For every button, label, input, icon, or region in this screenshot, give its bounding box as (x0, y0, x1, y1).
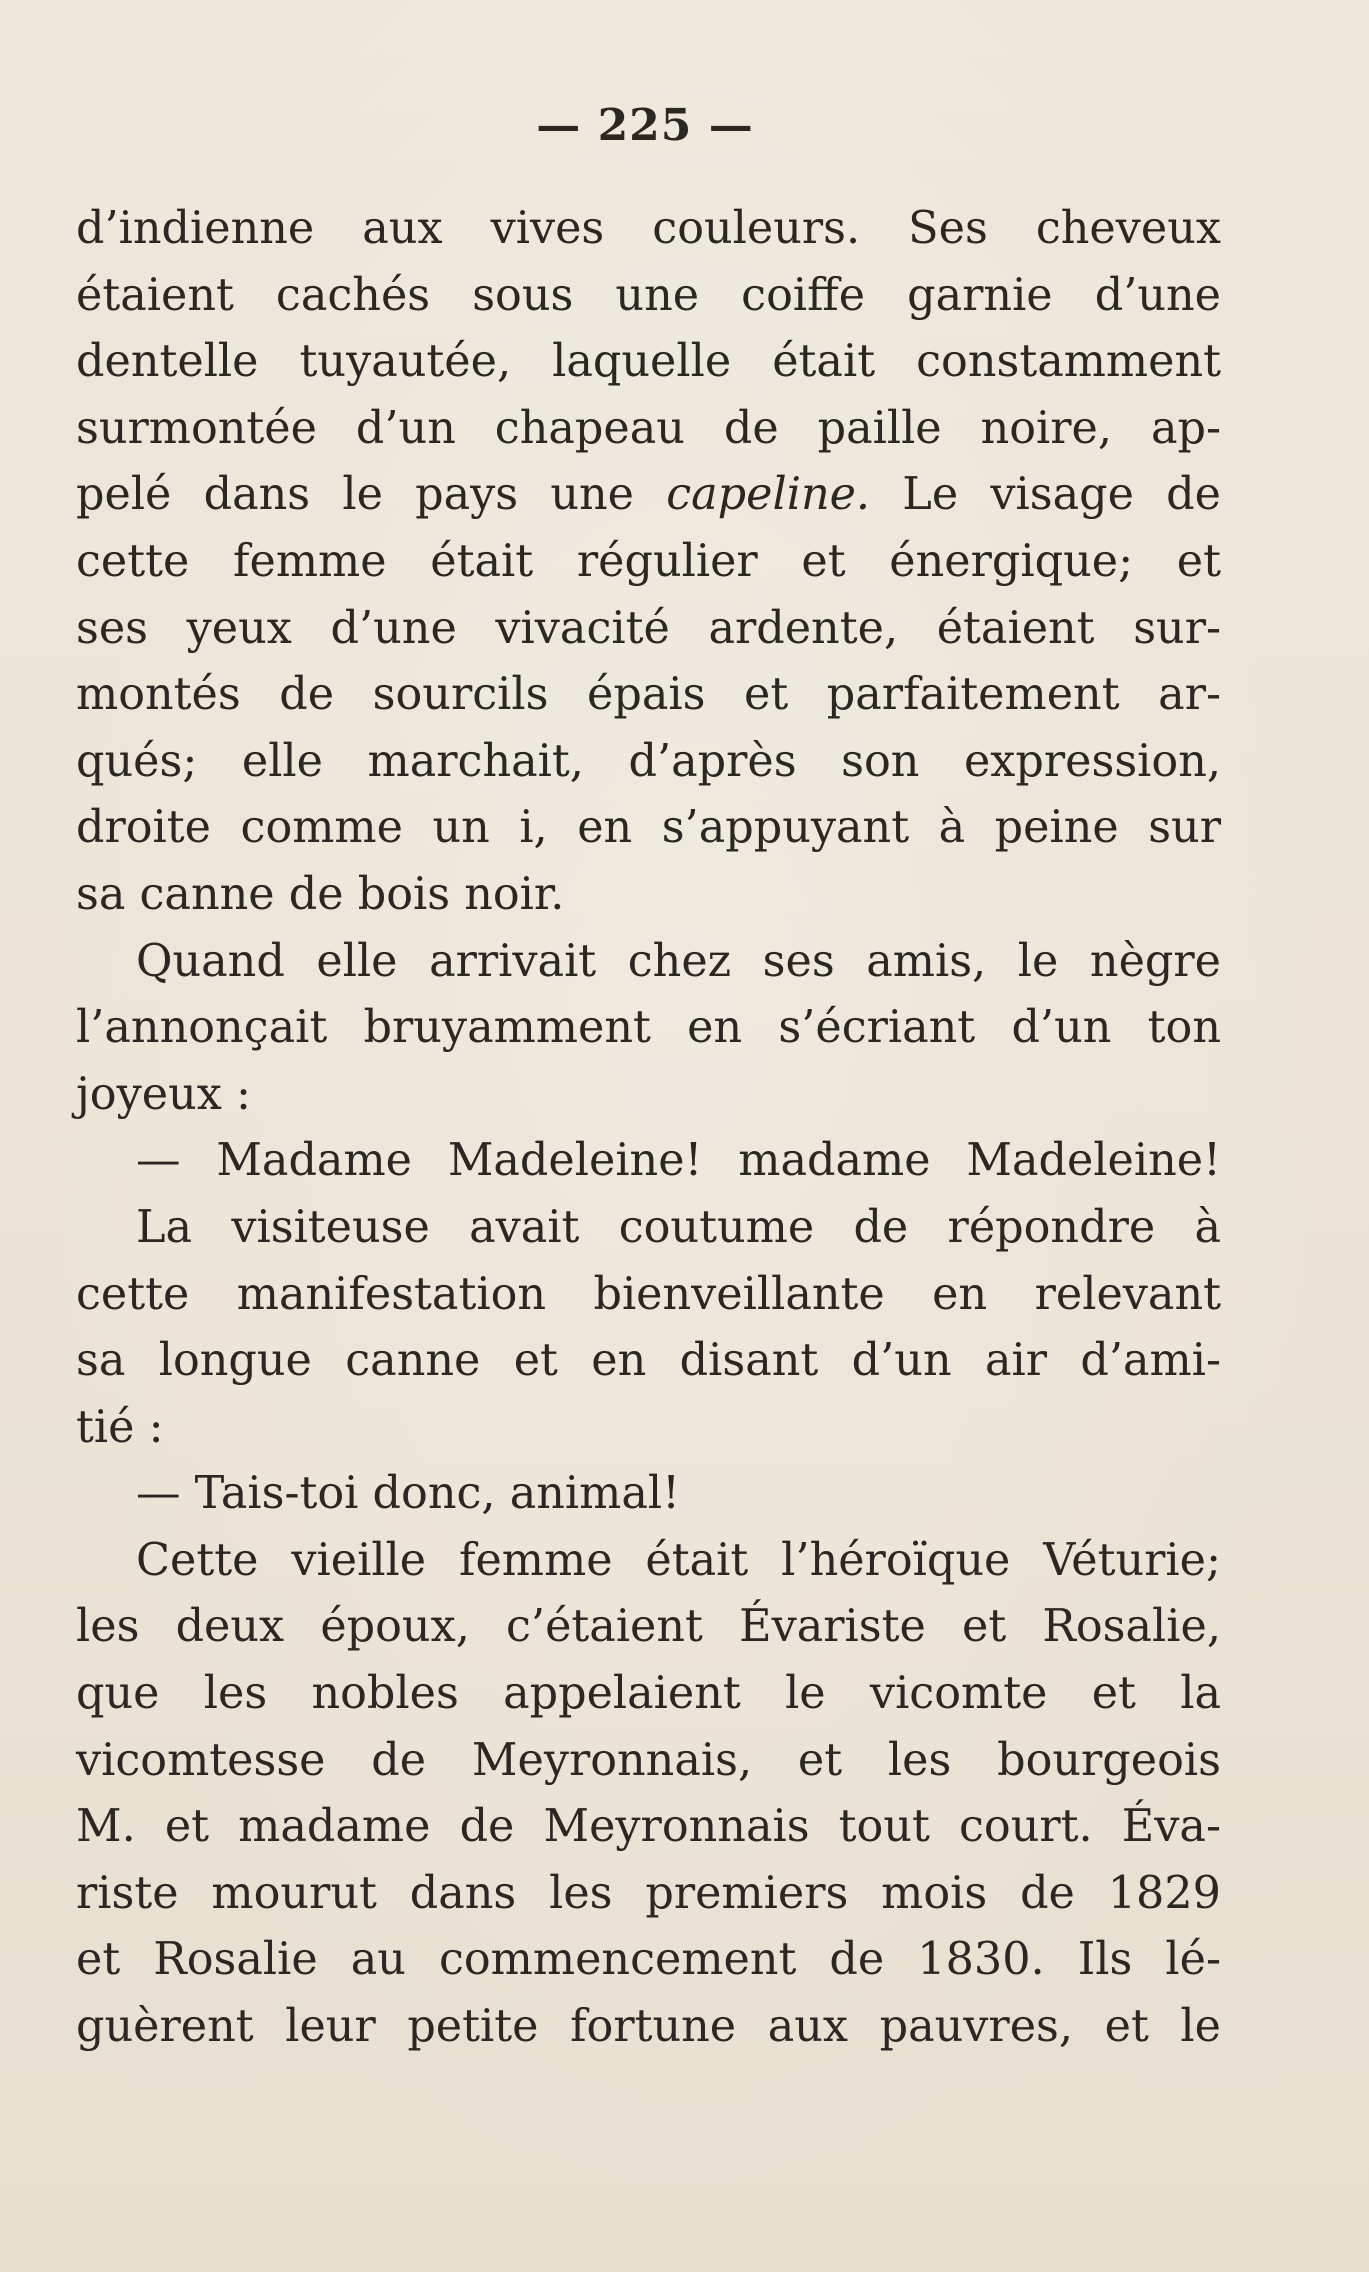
text-line: cette femme était régulier et énergique; et (76, 535, 1221, 587)
text-line: l’annonçait bruyamment en s’écriant d’un ton (76, 1002, 1221, 1054)
text-line: sa longue canne et en disant d’un air d’ami- (76, 1335, 1221, 1387)
text-line: riste mourut dans les premiers mois de 1829 (76, 1867, 1221, 1919)
text-line: qués; elle marchait, d’après son expression, (76, 735, 1221, 787)
page-number: — 225 — (536, 100, 754, 151)
text-line: La visiteuse avait coutume de répondre à (136, 1201, 1221, 1253)
text-line: cette manifestation bienveillante en relevant (76, 1268, 1221, 1320)
text-line: Cette vieille femme était l’héroïque Véturie; (136, 1534, 1221, 1586)
text-line-end: Le visage de (870, 469, 1222, 521)
text-line: montés de sourcils épais et parfaitement ar- (76, 669, 1221, 721)
text-line: surmontée d’un chapeau de paille noire, ap- (76, 402, 1221, 454)
text-line: M. et madame de Meyronnais tout court. Éva- (76, 1801, 1221, 1853)
text-line: les deux époux, c’étaient Évariste et Rosalie, (76, 1601, 1221, 1653)
text-line-start: pelé dans le pays une (76, 469, 667, 521)
text-line: tié : (76, 1401, 164, 1453)
text-line: droite comme un i, en s’appuyant à peine sur (76, 802, 1221, 854)
dialogue-line: — Madame Madeleine! madame Madeleine! (136, 1135, 1221, 1187)
text-line: vicomtesse de Meyronnais, et les bourgeois (76, 1734, 1221, 1786)
dialogue-line: — Tais-toi donc, animal! (136, 1468, 680, 1520)
text-line: et Rosalie au commencement de 1830. Ils lé- (76, 1934, 1221, 1986)
text-line: d’indienne aux vives couleurs. Ses cheveux (76, 203, 1221, 254)
italic-word: capeline. (666, 469, 871, 521)
text-line (76, 462, 1221, 529)
text-line: dentelle tuyautée, laquelle était constamment (76, 336, 1221, 388)
text-line: ses yeux d’une vivacité ardente, étaient sur- (76, 602, 1221, 654)
text-line: guèrent leur petite fortune aux pauvres, et le (76, 2001, 1221, 2053)
body-text (76, 196, 1221, 2061)
text-line: joyeux : (76, 1068, 251, 1120)
text-line: étaient cachés sous une coiffe garnie d’une (76, 269, 1221, 321)
text-line: que les nobles appelaient le vicomte et la (76, 1668, 1221, 1720)
text-line: sa canne de bois noir. (76, 868, 565, 920)
text-line: Quand elle arrivait chez ses amis, le nègre (136, 935, 1221, 987)
